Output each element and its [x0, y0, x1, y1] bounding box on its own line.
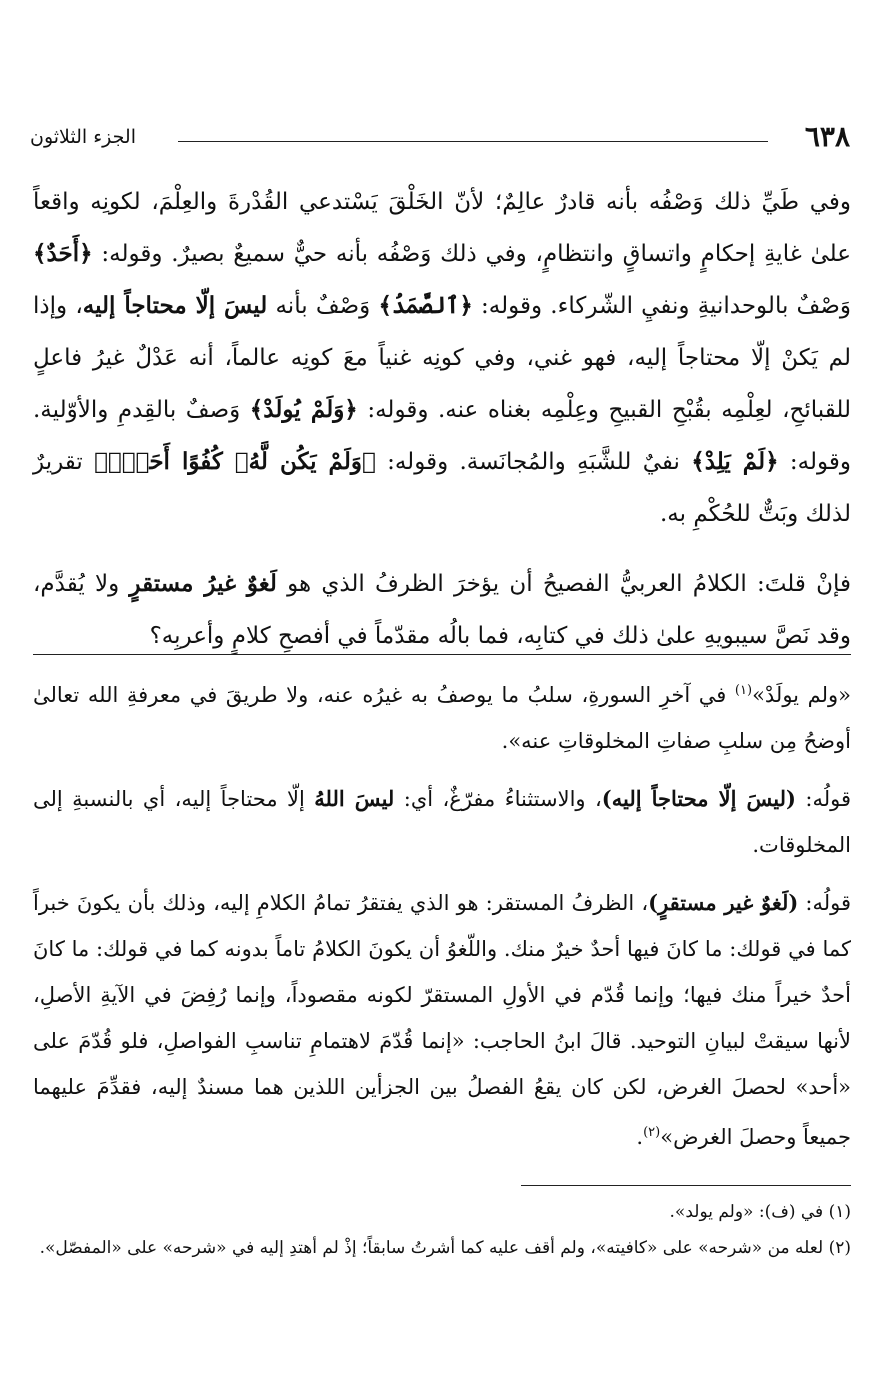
- text-run: وفي طَيِّ ذلك وَصْفُه بأنه قادرٌ عالِمٌ؛ لأنّ الخَلْقَ يَسْتدعي القُدْرةَ والعِلْمَ، لكونِه واقعاً علىٰ غايةِ إحكامٍ واتساقٍ وانتظامٍ، وفي ذلك وَصْفُه بأنه حيٌّ سميعٌ بصيرٌ. وقوله:: [33, 189, 851, 267]
- page-header: [30, 120, 850, 160]
- main-commentary-divider: [33, 654, 851, 655]
- bold-phrase: لَغوٌ غيرُ مستقرٍ: [129, 570, 277, 597]
- bold-phrase: ليسَ اللهُ: [314, 786, 395, 811]
- text-run: وَصفٌ بالقِدمِ والأوّلية. وقوله:: [33, 397, 851, 475]
- quran-quote: ﴿وَلَمْ يُولَدْ﴾: [249, 396, 358, 423]
- main-paragraph-2: [33, 558, 851, 662]
- text-run: قولُه:: [795, 787, 851, 811]
- commentary-paragraph-3: [33, 880, 851, 1160]
- running-title: الجزء الثلاثون: [30, 126, 136, 148]
- commentary-paragraph-2: [33, 776, 851, 868]
- text-run: نفيٌ للشَّبَهِ والمُجانَسة. وقوله:: [375, 449, 692, 475]
- text-run: إلّا محتاجاً إليه، أي بالنسبةِ إلى المخلوقات.: [33, 787, 851, 857]
- bold-phrase: (لَغوٌ غير مستقرٍ): [648, 890, 799, 915]
- footnotes: [33, 1194, 851, 1266]
- text-run: ، وإذا لم يَكنْ إلّا محتاجاً إليه، فهو غني، وفي كونِه غنياً معَ كونِه عالماً، أنه عَدْلٌ غيرُ فاعلٍ للقبائحِ، لعِلْمِه بقُبْحِ القبيحِ وعِلْمِه بغناه عنه. وقوله:: [33, 293, 851, 423]
- text-run: في آخرِ السورةِ، سلبُ ما يوصفُ به غيرُه عنه، ولا طريقَ في معرفةِ الله تعالىٰ أوضحُ مِن سلبِ صفاتِ المخلوقاتِ عنه».: [33, 683, 851, 753]
- commentary-section: [33, 668, 851, 1172]
- quran-quote: ﴿أَحَدٌ﴾: [33, 240, 93, 267]
- quran-quote: ﴿ٱلصَّمَدُ﴾: [378, 292, 473, 319]
- footnotes-divider: [521, 1185, 851, 1186]
- text-run: تقريرٌ لذلك وبَتٌّ للحُكْمِ به.: [33, 449, 851, 527]
- bold-phrase: (ليسَ إلّا محتاجاً إليه): [601, 786, 796, 811]
- text-run: «ولم يولَدْ»: [752, 683, 851, 707]
- text-run: فإنْ قلتَ: الكلامُ العربيُّ الفصيحُ أن يؤخرَ الظرفُ الذي هو: [276, 571, 852, 597]
- text-run: وَصْفٌ بأنه: [267, 293, 379, 319]
- text-run: وَصْفٌ بالوحدانيةِ ونفيِ الشّركاء. وقوله:: [472, 293, 851, 319]
- page-number: ٦٣٨: [804, 120, 850, 153]
- footnote-2: (٢) لعله من «شرحه» على «كافيته»، ولم أقف عليه كما أشرتُ سابقاً؛ إذْ لم أهتدِ إليه في «شرحه» على «المفصّل».: [39, 1238, 851, 1258]
- quran-quote: ﴿لَمْ يَلِدْ﴾: [691, 448, 779, 475]
- main-text: [33, 176, 851, 662]
- footnote-ref: (٢): [643, 1125, 661, 1140]
- commentary-paragraph-1: [33, 668, 851, 764]
- text-run: ، الظرفُ المستقر: هو الذي يفتقرُ تمامُ الكلامِ إليه، وذلك بأن يكونَ خبراً كما في قولك: ما كانَ فيها أحدٌ خيرٌ منك. واللّغوُ أن يكونَ الكلامُ تاماً بدونه كما في قولك: ما كانَ أحدٌ خيراً منك فيها؛ وإنما قُدّم في الأولِ المستقرّ لكونه مقصوداً، وإنما رُفِضَ في الآيةِ الأصلِ، لأنها سيقتْ لبيانِ التوحيد. قالَ ابنُ الحاجب: «إنما قُدّمَ لاهتمامِ تناسبِ الفواصلِ، فلو قُدّمَ على «أحد» لحصلَ الغرض، لكن كان يقعُ الفصلُ بين الجزأين اللذين هما مسندٌ إليه، فقدِّمَ عليهما جميعاً وحصلَ الغرض»: [33, 891, 851, 1149]
- bold-phrase: ليسَ إلّا محتاجاً إليه: [82, 292, 268, 319]
- quran-quote: ﴿وَلَمْ يَكُن لَّهُۥ كُفُوًا أَحَدٌۢ﴾: [94, 448, 376, 475]
- footnote-1: (١) في (ف): «ولم يولد».: [669, 1202, 851, 1222]
- main-paragraph-1: [33, 176, 851, 540]
- text-run: قولُه:: [798, 891, 852, 915]
- text-run: ولا يُقدَّم، وقد نَصَّ سيبويهِ علىٰ ذلك في كتابِه، فما بالُه مقدّماً في أفصحِ كلامٍ وأعربِه؟: [33, 571, 851, 649]
- header-rule: [178, 141, 768, 142]
- text-run: ، والاستثناءُ مفرّغٌ، أي:: [394, 787, 602, 811]
- text-run: .: [636, 1125, 644, 1149]
- footnote-ref: (١): [734, 683, 753, 698]
